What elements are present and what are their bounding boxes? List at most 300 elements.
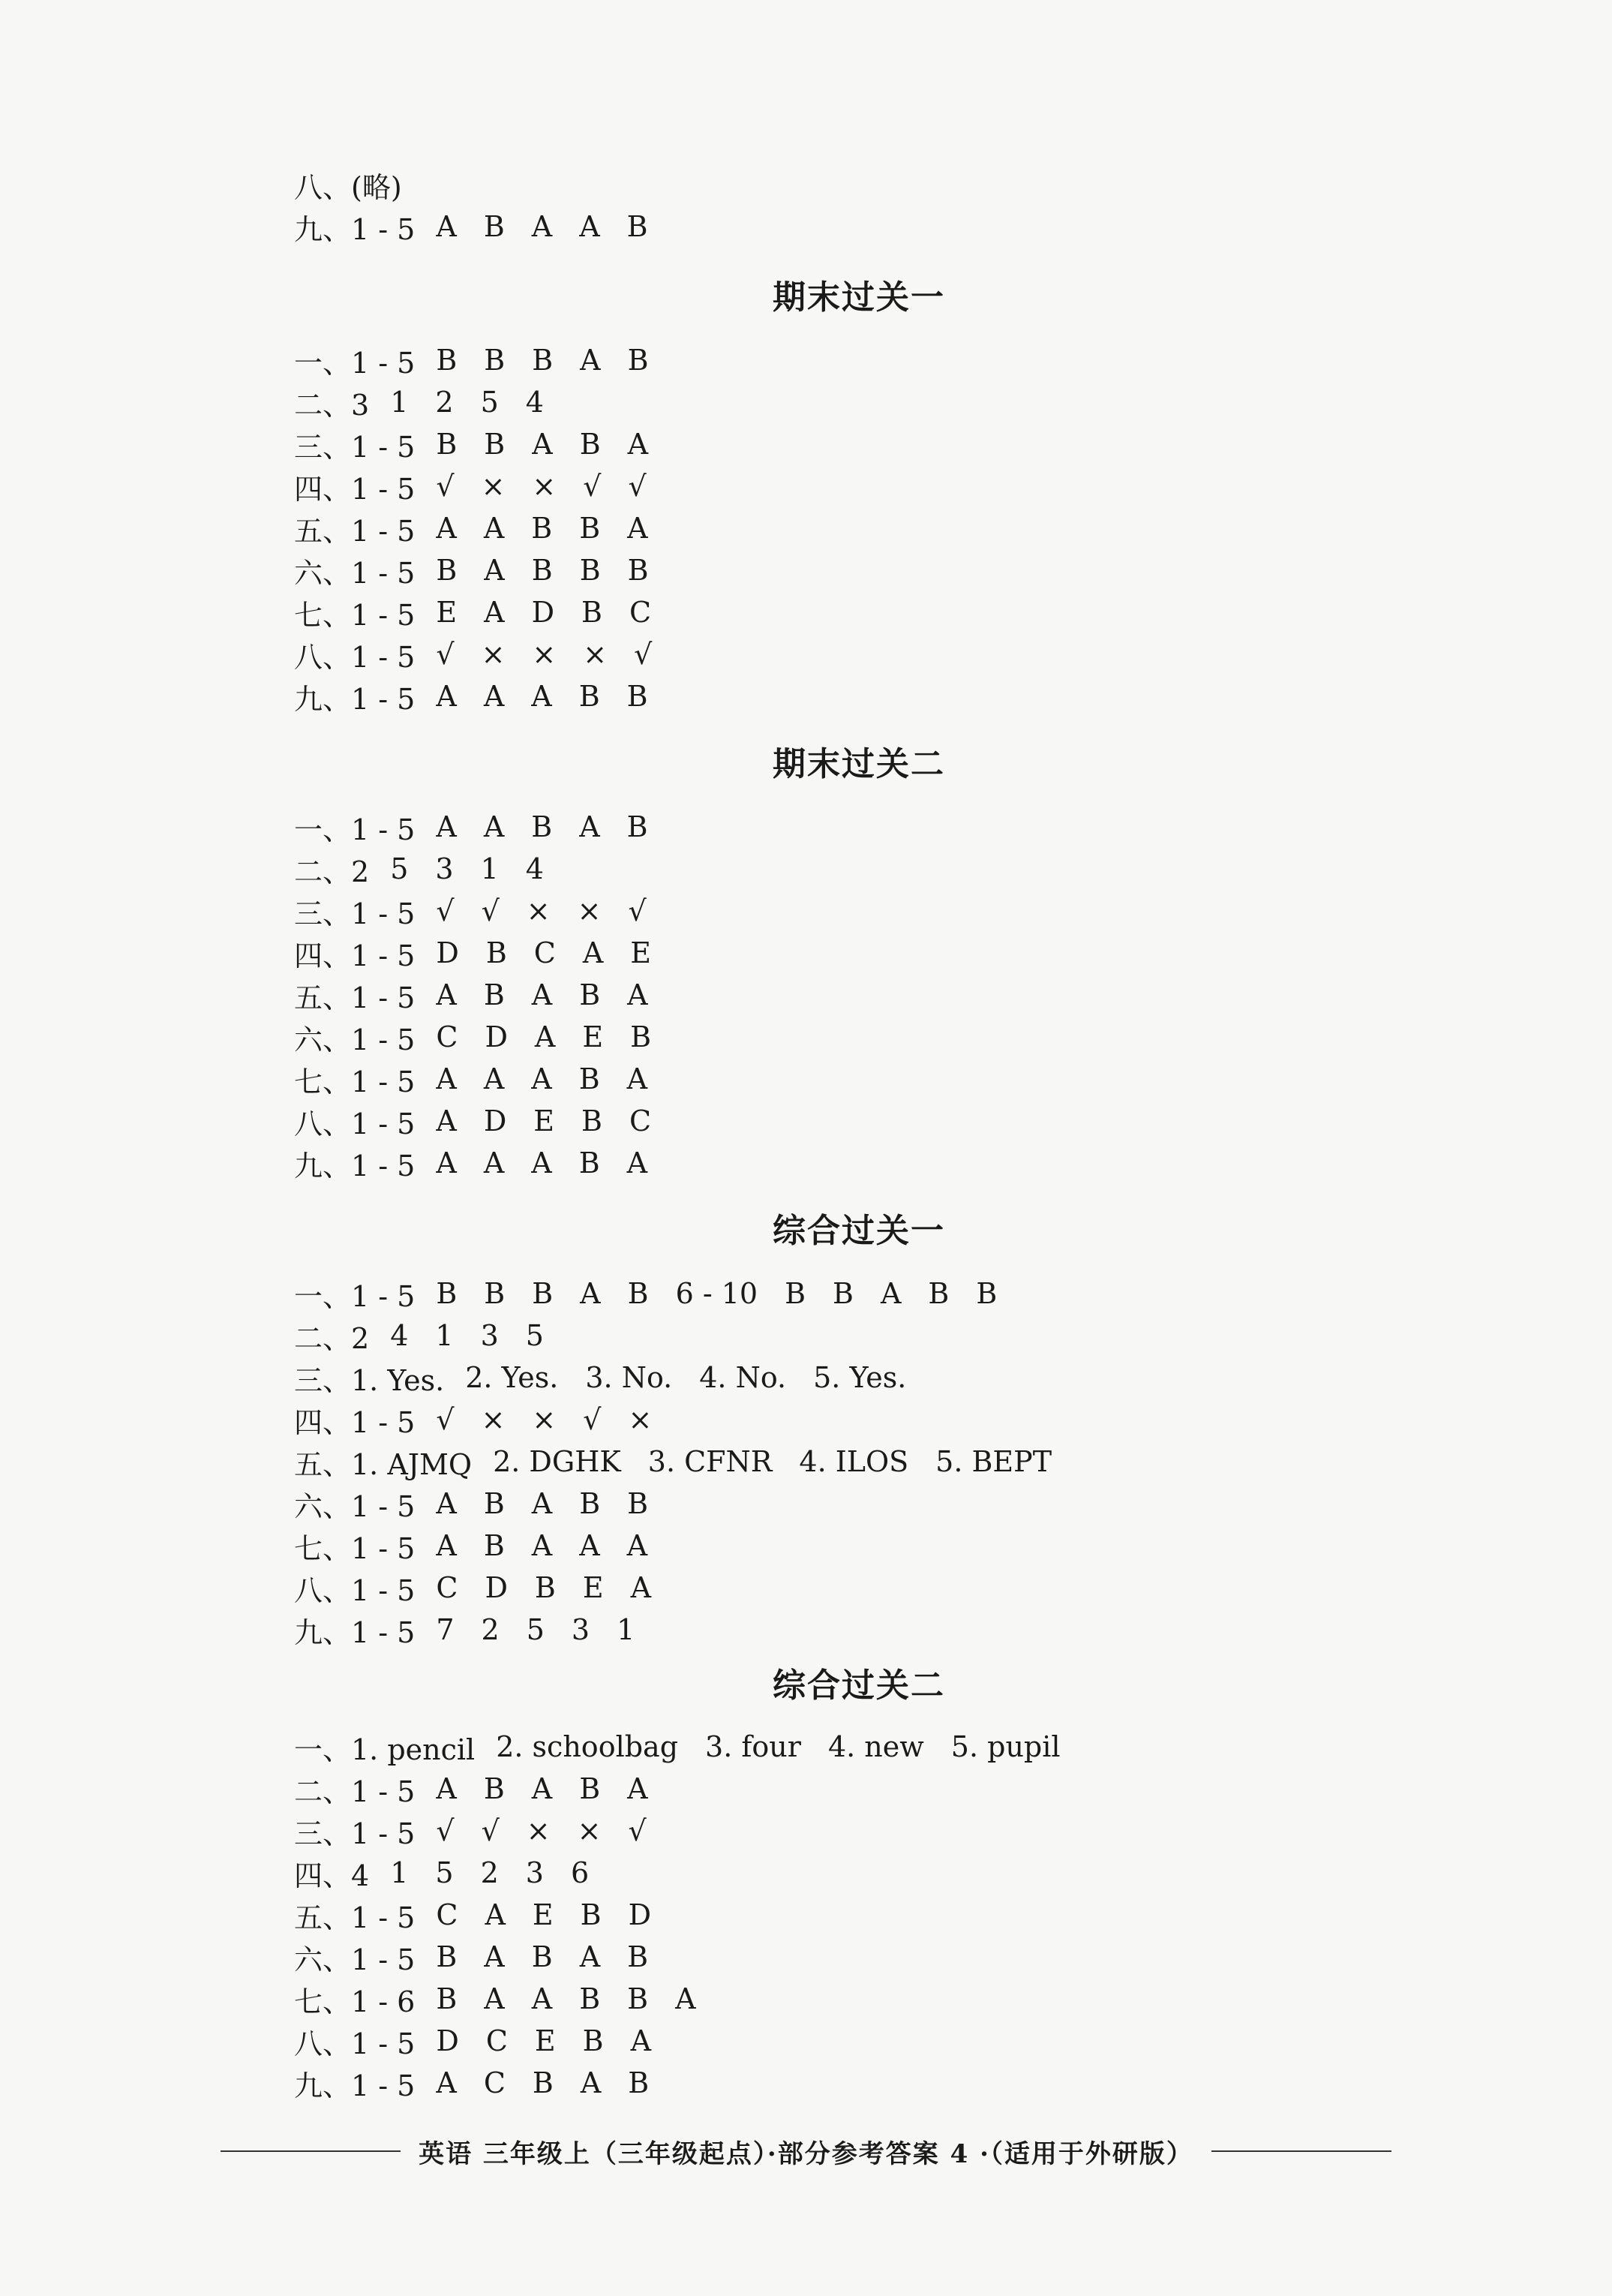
answer-item: B	[484, 428, 506, 461]
answer-item: B	[581, 1104, 602, 1137]
answer-item: A	[675, 1982, 696, 2015]
answer-item: 4	[390, 1319, 409, 1352]
question-label: 三、1 - 5	[294, 430, 416, 464]
answer-item: A	[436, 1062, 457, 1095]
answer-line	[294, 206, 1344, 248]
answer-line	[294, 1936, 1344, 1978]
answer-line	[294, 890, 1344, 932]
answer-group	[436, 1277, 1024, 1310]
question-label: 二、1 - 5	[294, 1775, 416, 1808]
answer-line	[294, 1399, 1344, 1441]
answer-item: ×	[526, 1814, 551, 1847]
answer-line	[294, 806, 1344, 848]
answer-line	[294, 1768, 1344, 1810]
answer-item: √	[583, 470, 602, 503]
answer-item: √	[628, 470, 647, 503]
answer-group	[436, 978, 674, 1011]
question-label: 二、2	[294, 1321, 370, 1355]
answer-item: √	[628, 1814, 647, 1847]
section-title: 期末过关二	[773, 745, 945, 783]
answer-item: A	[880, 1277, 902, 1310]
answer-group	[436, 596, 678, 629]
answer-item: A	[579, 1529, 600, 1562]
answer-item: 3	[480, 1319, 499, 1352]
answer-group	[436, 210, 674, 243]
answer-item: 5	[480, 386, 499, 419]
answer-item: C	[436, 1571, 458, 1604]
answer-item: C	[483, 2066, 506, 2099]
question-label: 一、1. pencil	[294, 1733, 476, 1766]
answer-item: B	[580, 1898, 602, 1931]
answer-item: 5	[390, 852, 409, 885]
answer-item: ×	[481, 1403, 506, 1436]
answer-item: ×	[481, 470, 506, 503]
answer-line	[294, 549, 1344, 591]
answer-item: A	[436, 2066, 457, 2099]
answer-block-section-4	[294, 1726, 1344, 2104]
answer-item: A	[630, 1571, 652, 1604]
answer-item: A	[485, 1898, 506, 1931]
answer-item: 1	[435, 1319, 454, 1352]
question-label: 四、4	[294, 1859, 370, 1892]
answer-item: B	[626, 810, 648, 843]
answer-item: A	[483, 810, 505, 843]
answer-item: B	[578, 680, 600, 713]
answer-item: B	[436, 344, 458, 377]
answer-group	[436, 680, 674, 713]
answer-item: 6 - 10	[675, 1277, 758, 1310]
answer-line	[294, 1273, 1344, 1315]
answer-group	[493, 1445, 1079, 1478]
answer-item: 5. pupil	[950, 1730, 1061, 1763]
answer-group	[436, 1403, 679, 1436]
page-footer	[0, 2132, 1612, 2170]
answer-item: 6	[570, 1856, 590, 1889]
question-label: 六、1 - 5	[294, 1943, 416, 1976]
answer-item: A	[531, 1529, 553, 1562]
answer-item: 5	[525, 1319, 544, 1352]
answer-item: A	[626, 1146, 648, 1180]
answer-item: B	[483, 978, 505, 1011]
answer-item: B	[627, 1277, 649, 1310]
answer-item: A	[531, 1146, 552, 1180]
answer-line	[294, 1567, 1344, 1609]
answer-group	[436, 1940, 675, 1973]
answer-item: √	[436, 470, 455, 503]
answer-item: B	[532, 1277, 554, 1310]
answer-line	[294, 591, 1344, 633]
answer-line	[294, 848, 1344, 890]
answer-item: E	[582, 1020, 604, 1053]
answer-item: E	[532, 1898, 554, 1931]
answer-group	[436, 1104, 678, 1137]
answer-line	[294, 932, 1344, 974]
answer-group	[436, 1529, 674, 1562]
question-label: 四、1 - 5	[294, 939, 416, 972]
answer-item: A	[531, 1487, 553, 1520]
answer-group	[436, 1020, 678, 1053]
answer-item: D	[436, 2024, 459, 2057]
answer-item: A	[483, 512, 505, 545]
answer-item: C	[533, 936, 556, 969]
answer-item: ×	[577, 894, 602, 927]
answer-line	[294, 2020, 1344, 2062]
answer-item: A	[579, 1940, 601, 1973]
question-label: 八、1 - 5	[294, 1107, 416, 1140]
answer-group	[436, 428, 675, 461]
answer-item: A	[626, 1529, 648, 1562]
answer-line	[294, 1894, 1344, 1936]
answer-item: A	[531, 680, 552, 713]
answer-item: A	[531, 210, 553, 243]
answer-item: A	[484, 1982, 505, 2015]
section-title: 综合过关一	[773, 1212, 945, 1250]
answer-item: A	[483, 680, 505, 713]
answer-item: √	[481, 894, 500, 927]
answer-item: A	[436, 1104, 457, 1137]
answer-item: 5. Yes.	[813, 1361, 907, 1394]
answer-item: C	[629, 1104, 652, 1137]
answer-item: 7	[436, 1613, 455, 1646]
answer-item: A	[582, 936, 604, 969]
question-label: 五、1 - 5	[294, 981, 416, 1014]
answer-item: 4. new	[827, 1730, 924, 1763]
answer-item: A	[436, 680, 457, 713]
question-label: 三、1 - 5	[294, 1817, 416, 1850]
answer-item: 3. No.	[585, 1361, 673, 1394]
answer-item: 2. DGHK	[493, 1445, 621, 1478]
answer-item: C	[436, 1020, 458, 1053]
answer-item: B	[582, 2024, 604, 2057]
answer-item: B	[626, 210, 648, 243]
question-label: 八、1 - 5	[294, 640, 416, 674]
answer-item: C	[485, 2024, 508, 2057]
answer-line	[294, 1315, 1344, 1357]
answer-item: A	[483, 1062, 505, 1095]
answer-block-section-2	[294, 806, 1344, 1184]
answer-item: C	[436, 1898, 458, 1931]
answer-block-section-1	[294, 339, 1344, 717]
answer-line	[294, 1100, 1344, 1142]
answer-item: B	[484, 344, 506, 377]
answer-item: √	[628, 894, 647, 927]
answer-group	[436, 512, 674, 545]
answer-group	[436, 1146, 674, 1180]
answer-item: D	[531, 596, 555, 629]
answer-item: B	[531, 554, 553, 587]
answer-item: A	[627, 1772, 648, 1805]
answer-item: 4. No.	[699, 1361, 787, 1394]
answer-item: A	[436, 512, 457, 545]
answer-group	[436, 1772, 674, 1805]
question-label: 六、1 - 5	[294, 1489, 416, 1523]
answer-item: 3. four	[705, 1730, 801, 1763]
answer-item: B	[579, 512, 601, 545]
answer-line	[294, 1483, 1344, 1525]
answer-group	[436, 2066, 676, 2099]
answer-group	[436, 1062, 674, 1095]
footer-rule-left	[221, 2150, 401, 2152]
answer-item: B	[579, 1772, 601, 1805]
question-label: 一、1 - 5	[294, 813, 416, 846]
answer-item: E	[534, 2024, 556, 2057]
answer-item: 3. CFNR	[647, 1445, 773, 1478]
answer-group	[465, 1361, 933, 1394]
answer-item: B	[483, 1487, 505, 1520]
answer-group	[390, 852, 571, 885]
answer-item: A	[534, 1020, 556, 1053]
answer-group	[436, 1571, 678, 1604]
answer-item: √	[634, 638, 653, 671]
answer-group	[436, 344, 675, 377]
answer-line	[294, 164, 1344, 206]
answer-item: B	[483, 210, 505, 243]
answer-item: A	[484, 596, 505, 629]
answer-group	[390, 1856, 616, 1889]
answer-group	[390, 386, 571, 419]
section-title: 综合过关二	[773, 1666, 945, 1705]
answer-line	[294, 465, 1344, 507]
answer-item: B	[630, 1020, 652, 1053]
answer-item: √	[436, 1403, 455, 1436]
answer-item: D	[483, 1104, 507, 1137]
answer-item: B	[532, 2066, 554, 2099]
answer-item: A	[579, 810, 600, 843]
answer-item: A	[532, 428, 553, 461]
answer-item: A	[436, 1772, 457, 1805]
answer-item: C	[629, 596, 652, 629]
question-label: 七、1 - 6	[294, 1985, 416, 2018]
answer-item: A	[436, 810, 457, 843]
answer-item: B	[578, 1146, 600, 1180]
answer-item: A	[436, 978, 457, 1011]
answer-line	[294, 1357, 1344, 1399]
answer-group	[496, 1730, 1087, 1763]
answer-group	[436, 638, 679, 671]
answer-item: A	[630, 2024, 652, 2057]
answer-item: ×	[532, 638, 557, 671]
answer-item: B	[531, 810, 553, 843]
answer-block-top	[294, 164, 1344, 248]
answer-line	[294, 1852, 1344, 1894]
answer-line	[294, 1609, 1344, 1651]
answer-item: B	[436, 1982, 458, 2015]
answer-item: E	[582, 1571, 604, 1604]
answer-group	[436, 1814, 673, 1847]
answer-item: B	[436, 1940, 458, 1973]
question-label: 二、2	[294, 855, 370, 888]
answer-item: B	[534, 1571, 556, 1604]
answer-group	[436, 470, 673, 503]
answer-item: ×	[628, 1403, 653, 1436]
answer-block-section-3	[294, 1273, 1344, 1651]
answer-item: E	[630, 936, 652, 969]
answer-item: B	[436, 428, 458, 461]
answer-line	[294, 1810, 1344, 1852]
answer-line	[294, 974, 1344, 1016]
answer-group	[436, 894, 673, 927]
question-label: 六、1 - 5	[294, 556, 416, 590]
answer-item: B	[976, 1277, 998, 1310]
answer-group	[436, 936, 678, 969]
section-title: 期末过关一	[773, 278, 945, 317]
answer-item: B	[532, 344, 554, 377]
answer-item: B	[531, 512, 553, 545]
answer-item: A	[531, 1772, 553, 1805]
answer-item: ×	[532, 470, 557, 503]
answer-item: B	[627, 1982, 649, 2015]
answer-item: B	[485, 936, 507, 969]
question-label: 五、1 - 5	[294, 514, 416, 548]
answer-item: B	[833, 1277, 854, 1310]
answer-item: B	[627, 1487, 649, 1520]
answer-group	[390, 1319, 571, 1352]
answer-item: A	[580, 1277, 601, 1310]
question-label: 一、1 - 5	[294, 346, 416, 380]
question-label: 五、1 - 5	[294, 1901, 416, 1934]
answer-item: B	[436, 1277, 458, 1310]
answer-item: √	[436, 894, 455, 927]
question-label: 九、1 - 5	[294, 1149, 416, 1183]
answer-item: 5	[526, 1613, 545, 1646]
question-label: 八、1 - 5	[294, 2027, 416, 2060]
answer-item: D	[628, 1898, 652, 1931]
answer-item: 1	[390, 1856, 409, 1889]
answer-line	[294, 1525, 1344, 1567]
answer-item: 2. schoolbag	[496, 1730, 679, 1763]
answer-item: B	[579, 428, 601, 461]
question-label: 七、1 - 5	[294, 1531, 416, 1565]
answer-line	[294, 1142, 1344, 1184]
answer-item: D	[436, 936, 459, 969]
answer-item: 3	[525, 1856, 544, 1889]
answer-item: 1	[390, 386, 409, 419]
answer-line	[294, 339, 1344, 381]
answer-group	[436, 810, 674, 843]
answer-line	[294, 381, 1344, 423]
answer-item: A	[580, 2066, 602, 2099]
answer-item: B	[578, 1062, 600, 1095]
answer-item: A	[531, 978, 553, 1011]
answer-item: B	[579, 1487, 601, 1520]
answer-item: √	[583, 1403, 602, 1436]
answer-item: √	[436, 638, 455, 671]
answer-item: 3	[435, 852, 454, 885]
footer-rule-right	[1211, 2150, 1391, 2152]
answer-item: D	[485, 1020, 508, 1053]
answer-item: B	[628, 2066, 650, 2099]
answer-item: 1	[480, 852, 499, 885]
answer-item: A	[627, 978, 648, 1011]
question-label: 八、1 - 5	[294, 1573, 416, 1607]
answer-item: B	[579, 978, 601, 1011]
footer-text: 英语 三年级上（三年级起点）·部分参考答案 4 ·（适用于外研版）	[419, 2138, 1193, 2169]
answer-item: ×	[481, 638, 506, 671]
answer-item: A	[484, 1940, 505, 1973]
question-label: 八、(略)	[294, 170, 402, 204]
answer-line	[294, 1058, 1344, 1100]
question-label: 六、1 - 5	[294, 1023, 416, 1056]
answer-item: A	[436, 210, 457, 243]
answer-item: A	[580, 344, 601, 377]
answer-line	[294, 507, 1344, 549]
answer-item: 2. Yes.	[465, 1361, 559, 1394]
question-label: 四、1 - 5	[294, 472, 416, 506]
answer-item: A	[436, 1146, 457, 1180]
answer-item: B	[626, 680, 648, 713]
answer-line	[294, 1726, 1344, 1768]
answer-item: B	[579, 554, 601, 587]
answer-item: 4	[525, 852, 544, 885]
answer-item: A	[531, 1982, 553, 2015]
answer-item: ×	[577, 1814, 602, 1847]
question-label: 五、1. AJMQ	[294, 1447, 473, 1481]
answer-group	[436, 1487, 675, 1520]
answer-item: D	[485, 1571, 508, 1604]
answer-item: 3	[571, 1613, 590, 1646]
answer-group	[436, 1613, 662, 1646]
question-label: 七、1 - 5	[294, 1065, 416, 1098]
question-label: 三、1. Yes.	[294, 1363, 445, 1397]
question-label: 二、3	[294, 388, 370, 422]
answer-item: A	[484, 554, 505, 587]
answer-item: A	[531, 1062, 552, 1095]
answer-line	[294, 1016, 1344, 1058]
answer-item: 4. ILOS	[799, 1445, 909, 1478]
answer-item: A	[483, 1146, 505, 1180]
answer-item: B	[483, 1772, 505, 1805]
answer-item: E	[436, 596, 458, 629]
answer-item: 2	[480, 1856, 499, 1889]
answer-item: ×	[583, 638, 608, 671]
answer-item: B	[581, 596, 602, 629]
answer-item: √	[481, 1814, 500, 1847]
answer-item: A	[436, 1529, 457, 1562]
question-label: 四、1 - 5	[294, 1405, 416, 1439]
answer-item: √	[436, 1814, 455, 1847]
answer-line	[294, 1441, 1344, 1483]
answer-item: B	[579, 1982, 601, 2015]
answer-item: B	[531, 1940, 553, 1973]
answer-item: A	[626, 1062, 648, 1095]
answer-line	[294, 1978, 1344, 2020]
answer-group	[436, 1898, 678, 1931]
question-label: 九、1 - 5	[294, 212, 416, 246]
answer-item: B	[627, 554, 649, 587]
question-label: 九、1 - 5	[294, 2069, 416, 2102]
answer-item: A	[579, 210, 600, 243]
question-label: 三、1 - 5	[294, 897, 416, 930]
answer-line	[294, 423, 1344, 465]
answer-group	[436, 1982, 722, 2015]
answer-item: A	[436, 1487, 457, 1520]
answer-line	[294, 633, 1344, 675]
answer-item: 1	[617, 1613, 635, 1646]
answer-line	[294, 675, 1344, 717]
answer-item: 5. BEPT	[935, 1445, 1052, 1478]
answer-line	[294, 2062, 1344, 2104]
answer-group	[436, 2024, 678, 2057]
answer-item: E	[533, 1104, 555, 1137]
answer-group	[436, 554, 675, 587]
answer-item: B	[627, 344, 649, 377]
question-label: 七、1 - 5	[294, 598, 416, 632]
answer-item: B	[436, 554, 458, 587]
answer-item: B	[483, 1529, 505, 1562]
answer-item: B	[484, 1277, 506, 1310]
answer-item: B	[928, 1277, 950, 1310]
answer-item: ×	[526, 894, 551, 927]
